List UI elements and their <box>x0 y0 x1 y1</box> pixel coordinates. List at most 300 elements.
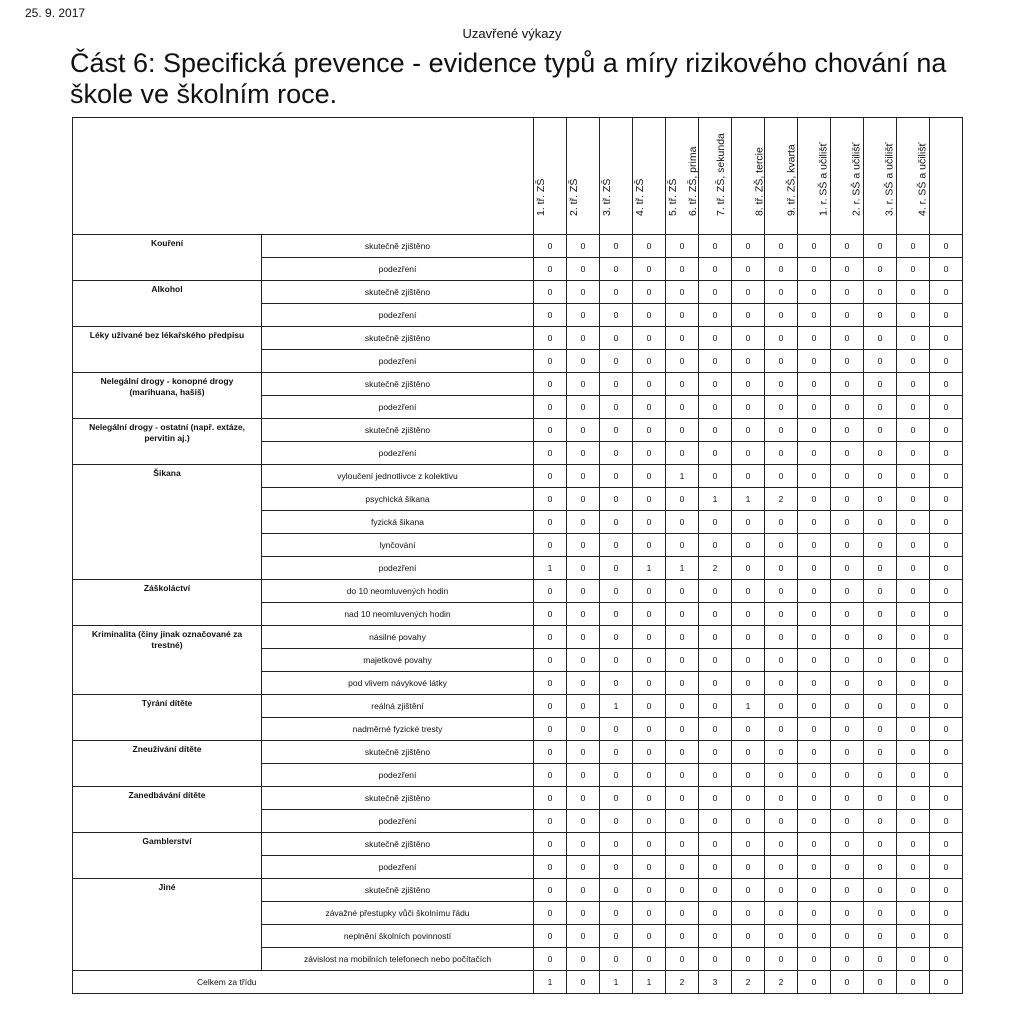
value-cell: 0 <box>633 327 666 350</box>
value-cell: 0 <box>534 718 567 741</box>
value-cell: 0 <box>699 948 732 971</box>
category-cell: Nelegální drogy - ostatní (např. extáze, pervitin aj.) <box>73 419 262 465</box>
value-cell: 0 <box>666 534 699 557</box>
value-cell: 0 <box>897 580 930 603</box>
column-header <box>567 118 600 235</box>
value-cell: 0 <box>567 787 600 810</box>
value-cell: 0 <box>600 626 633 649</box>
value-cell: 0 <box>633 764 666 787</box>
value-cell: 0 <box>600 764 633 787</box>
value-cell: 0 <box>633 833 666 856</box>
value-cell: 0 <box>699 327 732 350</box>
value-cell: 0 <box>567 603 600 626</box>
value-cell: 0 <box>897 557 930 580</box>
subcategory-cell: psychická šikana <box>262 488 534 511</box>
value-cell: 0 <box>831 580 864 603</box>
value-cell: 0 <box>798 465 831 488</box>
value-cell: 0 <box>930 488 963 511</box>
value-cell: 0 <box>534 580 567 603</box>
value-cell: 1 <box>534 557 567 580</box>
value-cell: 0 <box>567 396 600 419</box>
value-cell: 0 <box>666 810 699 833</box>
column-header-label: 6. tř. ZŠ, prima <box>687 146 700 216</box>
value-cell: 0 <box>567 442 600 465</box>
value-cell: 0 <box>732 350 765 373</box>
value-cell: 0 <box>600 327 633 350</box>
value-cell: 0 <box>897 718 930 741</box>
value-cell: 0 <box>864 511 897 534</box>
column-header-label: 2. r. SŠ a učilišť <box>850 142 863 216</box>
value-cell: 0 <box>600 580 633 603</box>
value-cell: 0 <box>699 580 732 603</box>
value-cell: 0 <box>633 258 666 281</box>
total-label: Celkem za třídu <box>73 971 534 994</box>
value-cell: 0 <box>765 833 798 856</box>
value-cell: 0 <box>798 580 831 603</box>
value-cell: 0 <box>699 925 732 948</box>
subcategory-cell: pod vlivem návykové látky <box>262 672 534 695</box>
value-cell: 0 <box>666 626 699 649</box>
table-row <box>73 879 963 902</box>
value-cell: 0 <box>732 281 765 304</box>
value-cell: 0 <box>699 672 732 695</box>
value-cell: 0 <box>831 557 864 580</box>
value-cell: 0 <box>567 833 600 856</box>
value-cell: 0 <box>765 810 798 833</box>
value-cell: 0 <box>600 672 633 695</box>
value-cell: 0 <box>930 373 963 396</box>
value-cell: 0 <box>765 327 798 350</box>
value-cell: 0 <box>534 419 567 442</box>
value-cell: 0 <box>798 235 831 258</box>
value-cell: 0 <box>897 902 930 925</box>
value-cell: 0 <box>831 810 864 833</box>
value-cell: 0 <box>798 442 831 465</box>
table-row <box>73 833 963 856</box>
value-cell: 0 <box>732 511 765 534</box>
value-cell: 0 <box>732 557 765 580</box>
subcategory-cell: do 10 neomluvených hodin <box>262 580 534 603</box>
value-cell: 0 <box>831 925 864 948</box>
value-cell: 0 <box>666 856 699 879</box>
value-cell: 0 <box>765 281 798 304</box>
value-cell: 0 <box>732 833 765 856</box>
subcategory-cell: lynčování <box>262 534 534 557</box>
column-header <box>534 118 567 235</box>
value-cell: 0 <box>930 718 963 741</box>
value-cell: 0 <box>633 948 666 971</box>
value-cell: 0 <box>930 350 963 373</box>
value-cell: 1 <box>699 488 732 511</box>
value-cell: 0 <box>798 373 831 396</box>
value-cell: 0 <box>534 741 567 764</box>
value-cell: 0 <box>798 534 831 557</box>
value-cell: 0 <box>930 534 963 557</box>
value-cell: 0 <box>600 948 633 971</box>
value-cell: 0 <box>567 258 600 281</box>
value-cell: 0 <box>864 879 897 902</box>
total-value-cell: 0 <box>798 971 831 994</box>
value-cell: 0 <box>864 557 897 580</box>
value-cell: 0 <box>831 603 864 626</box>
table-row <box>73 580 963 603</box>
value-cell: 0 <box>831 741 864 764</box>
subcategory-cell: podezření <box>262 304 534 327</box>
value-cell: 0 <box>864 649 897 672</box>
value-cell: 0 <box>864 304 897 327</box>
value-cell: 0 <box>897 350 930 373</box>
value-cell: 0 <box>633 879 666 902</box>
value-cell: 0 <box>567 419 600 442</box>
column-header-label: 1. tř. ZŠ <box>535 178 548 216</box>
value-cell: 0 <box>864 764 897 787</box>
value-cell: 0 <box>897 672 930 695</box>
subcategory-cell: skutečně zjištěno <box>262 741 534 764</box>
value-cell: 0 <box>699 235 732 258</box>
value-cell: 0 <box>600 603 633 626</box>
value-cell: 0 <box>534 603 567 626</box>
total-value-cell: 2 <box>732 971 765 994</box>
value-cell: 0 <box>831 764 864 787</box>
value-cell: 0 <box>699 281 732 304</box>
value-cell: 0 <box>666 833 699 856</box>
value-cell: 0 <box>864 350 897 373</box>
value-cell: 0 <box>534 948 567 971</box>
value-cell: 0 <box>864 787 897 810</box>
value-cell: 0 <box>633 695 666 718</box>
value-cell: 0 <box>831 948 864 971</box>
value-cell: 0 <box>864 856 897 879</box>
category-cell: Kouření <box>73 235 262 281</box>
value-cell: 0 <box>765 603 798 626</box>
value-cell: 0 <box>600 465 633 488</box>
value-cell: 0 <box>666 511 699 534</box>
value-cell: 0 <box>864 626 897 649</box>
value-cell: 1 <box>633 557 666 580</box>
value-cell: 0 <box>567 741 600 764</box>
column-header-label: 2. tř. ZŠ <box>568 178 581 216</box>
value-cell: 0 <box>798 925 831 948</box>
report-header: Uzavřené výkazy <box>462 26 562 41</box>
value-cell: 0 <box>831 718 864 741</box>
table-row <box>73 741 963 764</box>
value-cell: 0 <box>765 235 798 258</box>
value-cell: 0 <box>699 304 732 327</box>
value-cell: 0 <box>600 350 633 373</box>
value-cell: 0 <box>930 649 963 672</box>
value-cell: 0 <box>831 465 864 488</box>
value-cell: 0 <box>930 396 963 419</box>
value-cell: 0 <box>699 373 732 396</box>
value-cell: 0 <box>831 534 864 557</box>
value-cell: 0 <box>666 281 699 304</box>
value-cell: 0 <box>699 695 732 718</box>
category-cell: Jiné <box>73 879 262 971</box>
value-cell: 0 <box>864 603 897 626</box>
value-cell: 0 <box>765 419 798 442</box>
subcategory-cell: nad 10 neomluvených hodin <box>262 603 534 626</box>
value-cell: 0 <box>930 879 963 902</box>
value-cell: 0 <box>798 557 831 580</box>
value-cell: 0 <box>798 304 831 327</box>
value-cell: 0 <box>699 856 732 879</box>
value-cell: 0 <box>864 718 897 741</box>
value-cell: 0 <box>765 718 798 741</box>
value-cell: 0 <box>864 534 897 557</box>
value-cell: 0 <box>765 442 798 465</box>
value-cell: 0 <box>666 695 699 718</box>
value-cell: 0 <box>930 442 963 465</box>
value-cell: 0 <box>567 649 600 672</box>
value-cell: 0 <box>864 948 897 971</box>
subcategory-cell: skutečně zjištěno <box>262 879 534 902</box>
value-cell: 0 <box>633 672 666 695</box>
total-value-cell: 0 <box>930 971 963 994</box>
value-cell: 0 <box>831 281 864 304</box>
subcategory-cell: podezření <box>262 396 534 419</box>
value-cell: 0 <box>633 304 666 327</box>
value-cell: 0 <box>765 304 798 327</box>
value-cell: 0 <box>864 488 897 511</box>
value-cell: 0 <box>732 902 765 925</box>
subcategory-cell: skutečně zjištěno <box>262 281 534 304</box>
column-header-label: 5. tř. ZŠ <box>667 178 680 216</box>
value-cell: 0 <box>534 235 567 258</box>
value-cell: 0 <box>732 235 765 258</box>
value-cell: 0 <box>831 258 864 281</box>
value-cell: 0 <box>897 327 930 350</box>
subcategory-cell: nadměrné fyzické tresty <box>262 718 534 741</box>
subcategory-cell: neplnění školních povinností <box>262 925 534 948</box>
subcategory-cell: skutečně zjištěno <box>262 419 534 442</box>
value-cell: 0 <box>567 902 600 925</box>
value-cell: 0 <box>600 879 633 902</box>
value-cell: 0 <box>864 741 897 764</box>
page-title: Část 6: Specifická prevence - evidence typů a míry rizikového chování na škole ve školním roce. <box>70 48 947 109</box>
value-cell: 0 <box>699 810 732 833</box>
value-cell: 0 <box>567 373 600 396</box>
value-cell: 0 <box>897 948 930 971</box>
value-cell: 0 <box>666 948 699 971</box>
value-cell: 0 <box>798 672 831 695</box>
value-cell: 0 <box>567 327 600 350</box>
value-cell: 0 <box>732 534 765 557</box>
value-cell: 0 <box>732 304 765 327</box>
value-cell: 0 <box>765 258 798 281</box>
value-cell: 0 <box>930 833 963 856</box>
value-cell: 0 <box>765 672 798 695</box>
value-cell: 0 <box>930 626 963 649</box>
value-cell: 0 <box>534 833 567 856</box>
value-cell: 0 <box>897 626 930 649</box>
value-cell: 0 <box>699 511 732 534</box>
value-cell: 0 <box>831 787 864 810</box>
value-cell: 0 <box>699 465 732 488</box>
value-cell: 0 <box>567 810 600 833</box>
value-cell: 0 <box>633 603 666 626</box>
value-cell: 0 <box>534 396 567 419</box>
prevention-table <box>72 117 963 994</box>
value-cell: 0 <box>930 787 963 810</box>
value-cell: 0 <box>765 787 798 810</box>
table-row <box>73 465 963 488</box>
value-cell: 0 <box>798 603 831 626</box>
table-row <box>73 327 963 350</box>
value-cell: 0 <box>732 465 765 488</box>
value-cell: 0 <box>897 511 930 534</box>
value-cell: 0 <box>534 511 567 534</box>
value-cell: 0 <box>633 649 666 672</box>
value-cell: 0 <box>765 764 798 787</box>
value-cell: 2 <box>699 557 732 580</box>
value-cell: 0 <box>798 810 831 833</box>
value-cell: 0 <box>633 810 666 833</box>
value-cell: 0 <box>864 258 897 281</box>
value-cell: 0 <box>600 810 633 833</box>
value-cell: 0 <box>567 350 600 373</box>
category-cell: Kriminalita (činy jinak označované za trestné) <box>73 626 262 695</box>
value-cell: 0 <box>864 465 897 488</box>
value-cell: 0 <box>600 787 633 810</box>
value-cell: 0 <box>864 672 897 695</box>
value-cell: 0 <box>534 787 567 810</box>
value-cell: 0 <box>732 626 765 649</box>
value-cell: 0 <box>699 787 732 810</box>
value-cell: 0 <box>897 787 930 810</box>
category-cell: Týrání dítěte <box>73 695 262 741</box>
value-cell: 0 <box>633 488 666 511</box>
value-cell: 0 <box>798 419 831 442</box>
value-cell: 0 <box>798 695 831 718</box>
subcategory-cell: závislost na mobilních telefonech nebo počítačích <box>262 948 534 971</box>
table-row <box>73 695 963 718</box>
value-cell: 0 <box>765 580 798 603</box>
value-cell: 0 <box>864 925 897 948</box>
value-cell: 0 <box>798 718 831 741</box>
category-cell: Alkohol <box>73 281 262 327</box>
value-cell: 0 <box>600 649 633 672</box>
value-cell: 0 <box>897 695 930 718</box>
value-cell: 0 <box>567 672 600 695</box>
value-cell: 0 <box>732 948 765 971</box>
value-cell: 0 <box>864 419 897 442</box>
value-cell: 0 <box>567 695 600 718</box>
value-cell: 0 <box>567 626 600 649</box>
subcategory-cell: podezření <box>262 764 534 787</box>
value-cell: 0 <box>567 925 600 948</box>
column-header-label: 1. r. SŠ a učilišť <box>817 142 830 216</box>
value-cell: 0 <box>798 833 831 856</box>
value-cell: 0 <box>600 925 633 948</box>
category-cell: Zneužívání dítěte <box>73 741 262 787</box>
value-cell: 0 <box>666 580 699 603</box>
subcategory-cell: podezření <box>262 810 534 833</box>
value-cell: 0 <box>732 672 765 695</box>
value-cell: 0 <box>897 281 930 304</box>
table-row <box>73 281 963 304</box>
value-cell: 0 <box>897 856 930 879</box>
value-cell: 0 <box>666 396 699 419</box>
value-cell: 0 <box>633 373 666 396</box>
value-cell: 0 <box>897 833 930 856</box>
value-cell: 0 <box>600 419 633 442</box>
table-row <box>73 235 963 258</box>
value-cell: 0 <box>864 281 897 304</box>
value-cell: 0 <box>534 856 567 879</box>
value-cell: 0 <box>567 281 600 304</box>
value-cell: 0 <box>897 396 930 419</box>
value-cell: 0 <box>600 902 633 925</box>
value-cell: 0 <box>864 810 897 833</box>
value-cell: 0 <box>765 396 798 419</box>
category-cell: Záškoláctví <box>73 580 262 626</box>
value-cell: 1 <box>600 695 633 718</box>
value-cell: 0 <box>666 787 699 810</box>
value-cell: 0 <box>699 879 732 902</box>
value-cell: 0 <box>666 258 699 281</box>
value-cell: 0 <box>798 327 831 350</box>
value-cell: 0 <box>798 511 831 534</box>
value-cell: 0 <box>567 718 600 741</box>
value-cell: 0 <box>666 419 699 442</box>
column-header-label: 7. tř. ZŠ, sekunda <box>714 133 727 216</box>
value-cell: 0 <box>699 419 732 442</box>
value-cell: 0 <box>732 856 765 879</box>
value-cell: 0 <box>567 948 600 971</box>
value-cell: 0 <box>897 304 930 327</box>
value-cell: 0 <box>897 649 930 672</box>
value-cell: 0 <box>897 373 930 396</box>
value-cell: 0 <box>798 626 831 649</box>
value-cell: 0 <box>765 741 798 764</box>
value-cell: 0 <box>534 902 567 925</box>
value-cell: 0 <box>567 235 600 258</box>
subcategory-cell: vyloučení jednotlivce z kolektivu <box>262 465 534 488</box>
total-value-cell: 1 <box>633 971 666 994</box>
value-cell: 0 <box>633 741 666 764</box>
value-cell: 0 <box>930 304 963 327</box>
subcategory-cell: skutečně zjištěno <box>262 833 534 856</box>
value-cell: 0 <box>897 741 930 764</box>
value-cell: 0 <box>534 649 567 672</box>
value-cell: 0 <box>732 442 765 465</box>
value-cell: 0 <box>930 902 963 925</box>
value-cell: 0 <box>732 373 765 396</box>
value-cell: 0 <box>666 603 699 626</box>
value-cell: 0 <box>699 442 732 465</box>
value-cell: 0 <box>864 396 897 419</box>
value-cell: 0 <box>633 442 666 465</box>
subcategory-cell: podezření <box>262 557 534 580</box>
subcategory-cell: podezření <box>262 258 534 281</box>
empty-header-cell <box>73 118 534 235</box>
column-header-label: 8. tř. ZŠ, tercie <box>753 147 766 216</box>
subcategory-cell: skutečně zjištěno <box>262 235 534 258</box>
value-cell: 0 <box>831 488 864 511</box>
value-cell: 0 <box>831 902 864 925</box>
category-cell: Šikana <box>73 465 262 580</box>
value-cell: 0 <box>567 856 600 879</box>
value-cell: 0 <box>666 350 699 373</box>
value-cell: 0 <box>897 488 930 511</box>
value-cell: 0 <box>666 718 699 741</box>
value-cell: 0 <box>699 626 732 649</box>
value-cell: 0 <box>732 718 765 741</box>
value-cell: 0 <box>864 833 897 856</box>
value-cell: 0 <box>831 856 864 879</box>
value-cell: 0 <box>534 258 567 281</box>
value-cell: 0 <box>930 925 963 948</box>
